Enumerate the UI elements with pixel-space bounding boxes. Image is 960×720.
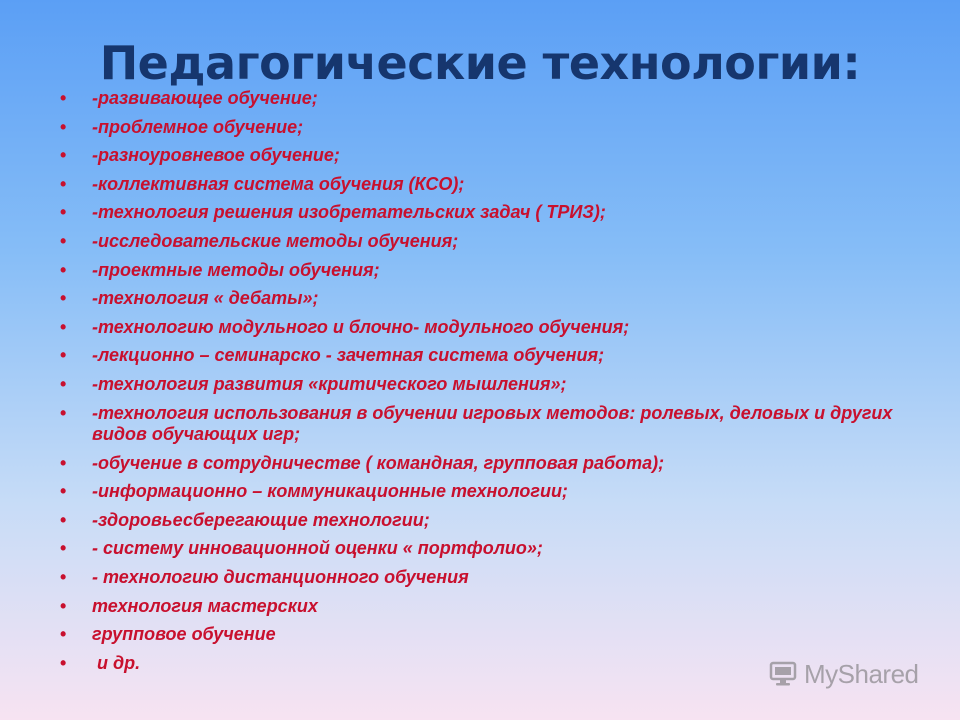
list-item: [60, 567, 940, 596]
list-item-text: -технология « дебаты»;: [92, 288, 319, 309]
list-item: [60, 88, 940, 117]
list-item-text: - систему инновационной оценки « портфолио»;: [92, 538, 543, 559]
list-item-text: -технология использования в обучении игровых методов: ролевых, деловых и других видов обучающих игр;: [92, 402, 893, 444]
list-item-text: -технологию модульного и блочно- модульного обучения;: [92, 316, 630, 337]
list-item-text: -исследовательские методы обучения;: [92, 230, 459, 251]
list-item: [60, 145, 940, 174]
bullet-icon: •: [60, 481, 67, 502]
list-item: [60, 403, 940, 453]
list-item: [60, 596, 940, 625]
bullet-icon: •: [60, 373, 67, 394]
list-item-text: технология мастерских: [92, 595, 318, 616]
bullet-icon: •: [60, 452, 67, 473]
list-item: [60, 481, 940, 510]
bullet-icon: •: [60, 316, 67, 337]
watermark-text: MyShared: [804, 658, 919, 689]
list-item-text: -здоровьесберегающие технологии;: [92, 509, 430, 530]
technology-list: [60, 88, 940, 681]
bullet-icon: •: [60, 652, 67, 673]
list-item-text: -лекционно – семинарско - зачетная система обучения;: [92, 345, 605, 366]
list-item-text: -проблемное обучение;: [92, 116, 304, 137]
bullet-icon: •: [60, 259, 67, 280]
monitor-logo-icon: [768, 659, 798, 689]
list-item: [60, 510, 940, 539]
bullet-icon: •: [60, 288, 67, 309]
list-item: [60, 231, 940, 260]
bullet-icon: •: [60, 509, 67, 530]
bullet-icon: •: [60, 230, 67, 251]
list-item: [60, 260, 940, 289]
slide-title: Педагогические технологии:: [99, 36, 861, 90]
list-item: [60, 538, 940, 567]
list-item-text: - технологию дистанционного обучения: [92, 566, 469, 587]
list-item-text: -технология развития «критического мышления»;: [92, 373, 567, 394]
list-item-text: -развивающее обучение;: [92, 88, 318, 108]
bullet-icon: •: [60, 566, 67, 587]
bullet-icon: •: [60, 402, 67, 423]
list-item: [60, 345, 940, 374]
bullet-icon: •: [60, 595, 67, 616]
bullet-icon: •: [60, 538, 67, 559]
list-item-text: -коллективная система обучения (КСО);: [92, 173, 465, 194]
bullet-icon: •: [60, 624, 67, 645]
list-item: [60, 624, 940, 653]
list-item: [60, 288, 940, 317]
list-item: [60, 374, 940, 403]
list-item-text: групповое обучение: [92, 624, 276, 645]
list-item: [60, 453, 940, 482]
list-item: [60, 317, 940, 346]
bullet-icon: •: [60, 88, 67, 108]
list-item-text: -технология решения изобретательских задач ( ТРИЗ);: [92, 202, 606, 223]
bullet-icon: •: [60, 145, 67, 166]
list-item-text: -обучение в сотрудничестве ( командная, групповая работа);: [92, 452, 665, 473]
list-item: [60, 202, 940, 231]
bullet-icon: •: [60, 202, 67, 223]
list-item-text: -информационно – коммуникационные технологии;: [92, 481, 568, 502]
list-item-text: -проектные методы обучения;: [92, 259, 380, 280]
list-item: [60, 117, 940, 146]
list-item-text: -разноуровневое обучение;: [92, 145, 340, 166]
bullet-icon: •: [60, 116, 67, 137]
bullet-icon: •: [60, 173, 67, 194]
list-item-text: и др.: [92, 652, 141, 673]
bullet-icon: •: [60, 345, 67, 366]
list-item: [60, 174, 940, 203]
watermark: [768, 654, 928, 694]
